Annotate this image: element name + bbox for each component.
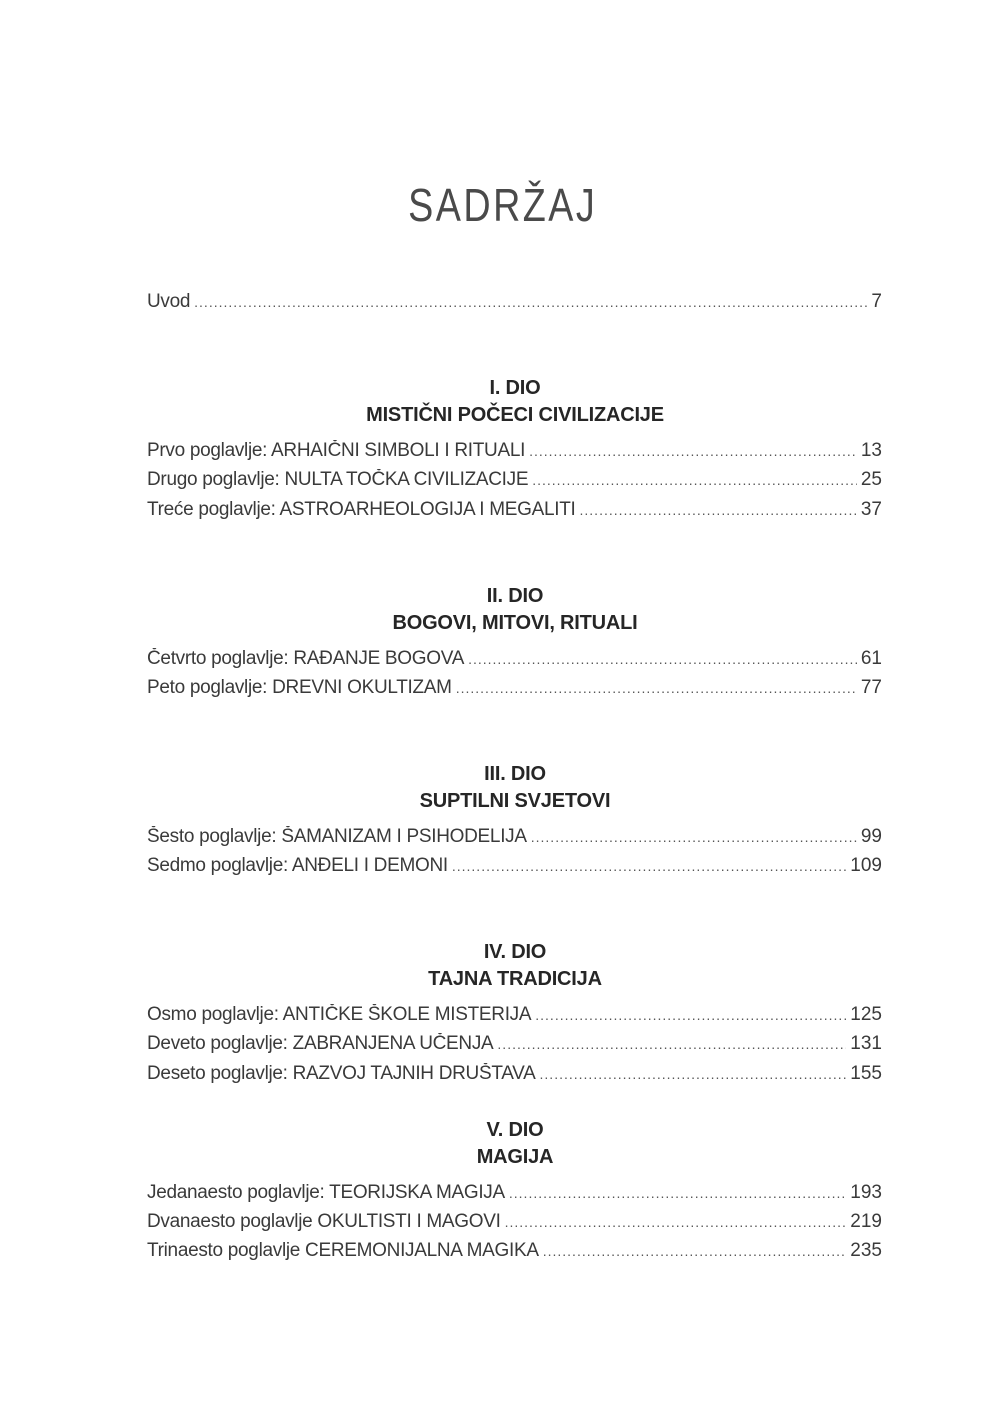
toc-entry[interactable]: [147, 648, 882, 674]
toc-entry-page: 219: [850, 1211, 882, 1232]
toc-entry-label: Šesto poglavlje: ŠAMANIZAM I PSIHODELIJA: [147, 826, 527, 847]
toc-entry-page: 25: [860, 469, 882, 490]
part-number: IV. DIO: [483, 941, 547, 963]
toc-entry-label: Osmo poglavlje: ANTIČKE ŠKOLE MISTERIJA: [147, 1004, 532, 1025]
toc-entry-label: Trinaesto poglavlje CEREMONIJALNA MAGIKA: [147, 1240, 539, 1261]
part-title: TAJNA TRADICIJA: [428, 968, 602, 990]
toc-entry-label: Deveto poglavlje: ZABRANJENA UČENJA: [147, 1033, 494, 1054]
dot-leader: [540, 1066, 847, 1082]
dot-leader: [580, 502, 857, 518]
part-number: II. DIO: [486, 585, 544, 607]
toc-entry[interactable]: [147, 440, 882, 466]
part-title: SUPTILNI SVJETOVI: [419, 790, 611, 812]
page-title: SADRŽAJ: [408, 179, 598, 231]
toc-entry[interactable]: [147, 1033, 882, 1059]
toc-entry-page: 235: [850, 1240, 882, 1261]
toc-entry[interactable]: [147, 855, 882, 881]
dot-leader: [509, 1185, 846, 1201]
dot-leader: [452, 858, 846, 874]
toc-entry-label: Drugo poglavlje: NULTA TOČKA CIVILIZACIJE: [147, 469, 529, 490]
toc-entry[interactable]: [147, 677, 882, 703]
toc-entry[interactable]: [147, 1063, 882, 1089]
toc-entry-page: 193: [850, 1182, 882, 1203]
toc-entry-page: 7: [871, 291, 882, 312]
dot-leader: [532, 472, 857, 488]
dot-leader: [531, 829, 857, 845]
part-number: V. DIO: [486, 1119, 544, 1141]
toc-entry-page: 155: [850, 1063, 882, 1084]
dot-leader: [543, 1243, 847, 1259]
toc-entry-label: Peto poglavlje: DREVNI OKULTIZAM: [147, 677, 452, 698]
toc-entry-page: 13: [860, 440, 882, 461]
part-number: III. DIO: [484, 763, 546, 785]
toc-entry-page: 109: [850, 855, 882, 876]
dot-leader: [468, 651, 857, 667]
toc-entry-intro[interactable]: [147, 291, 882, 317]
toc-entry-label: Uvod: [147, 291, 191, 312]
toc-entry-label: Dvanaesto poglavlje OKULTISTI I MAGOVI: [147, 1211, 501, 1232]
toc-entry[interactable]: [147, 1240, 882, 1266]
toc-entry-page: 125: [850, 1004, 882, 1025]
toc-entry-label: Deseto poglavlje: RAZVOJ TAJNIH DRUŠTAVA: [147, 1063, 536, 1084]
toc-entry-page: 131: [850, 1033, 882, 1054]
toc-entry[interactable]: [147, 499, 882, 525]
toc-entry-page: 77: [860, 677, 882, 698]
toc-entry[interactable]: [147, 1182, 882, 1208]
toc-entry[interactable]: [147, 1211, 882, 1237]
dot-leader: [497, 1036, 846, 1052]
toc-entry-label: Prvo poglavlje: ARHAIČNI SIMBOLI I RITUALI: [147, 440, 526, 461]
toc-entry[interactable]: [147, 826, 882, 852]
toc-entry-page: 99: [860, 826, 882, 847]
dot-leader: [456, 680, 857, 696]
part-title: MISTIČNI POČECI CIVILIZACIJE: [366, 404, 664, 426]
toc-entry[interactable]: [147, 1004, 882, 1030]
part-title: MAGIJA: [476, 1146, 554, 1168]
toc-entry-label: Treće poglavlje: ASTROARHEOLOGIJA I MEGALITI: [147, 499, 576, 520]
toc-entry-page: 37: [860, 499, 882, 520]
toc-entry-label: Sedmo poglavlje: ANĐELI I DEMONI: [147, 855, 448, 876]
toc-entry-label: Četvrto poglavlje: RAĐANJE BOGOVA: [147, 648, 465, 669]
toc-entry-page: 61: [860, 648, 882, 669]
part-title: BOGOVI, MITOVI, RITUALI: [392, 612, 638, 634]
toc-entry-label: Jedanaesto poglavlje: TEORIJSKA MAGIJA: [147, 1182, 505, 1203]
dot-leader: [535, 1007, 846, 1023]
dot-leader: [505, 1214, 847, 1230]
dot-leader: [194, 294, 867, 310]
dot-leader: [529, 443, 857, 459]
part-number: I. DIO: [489, 377, 541, 399]
toc-entry[interactable]: [147, 469, 882, 495]
